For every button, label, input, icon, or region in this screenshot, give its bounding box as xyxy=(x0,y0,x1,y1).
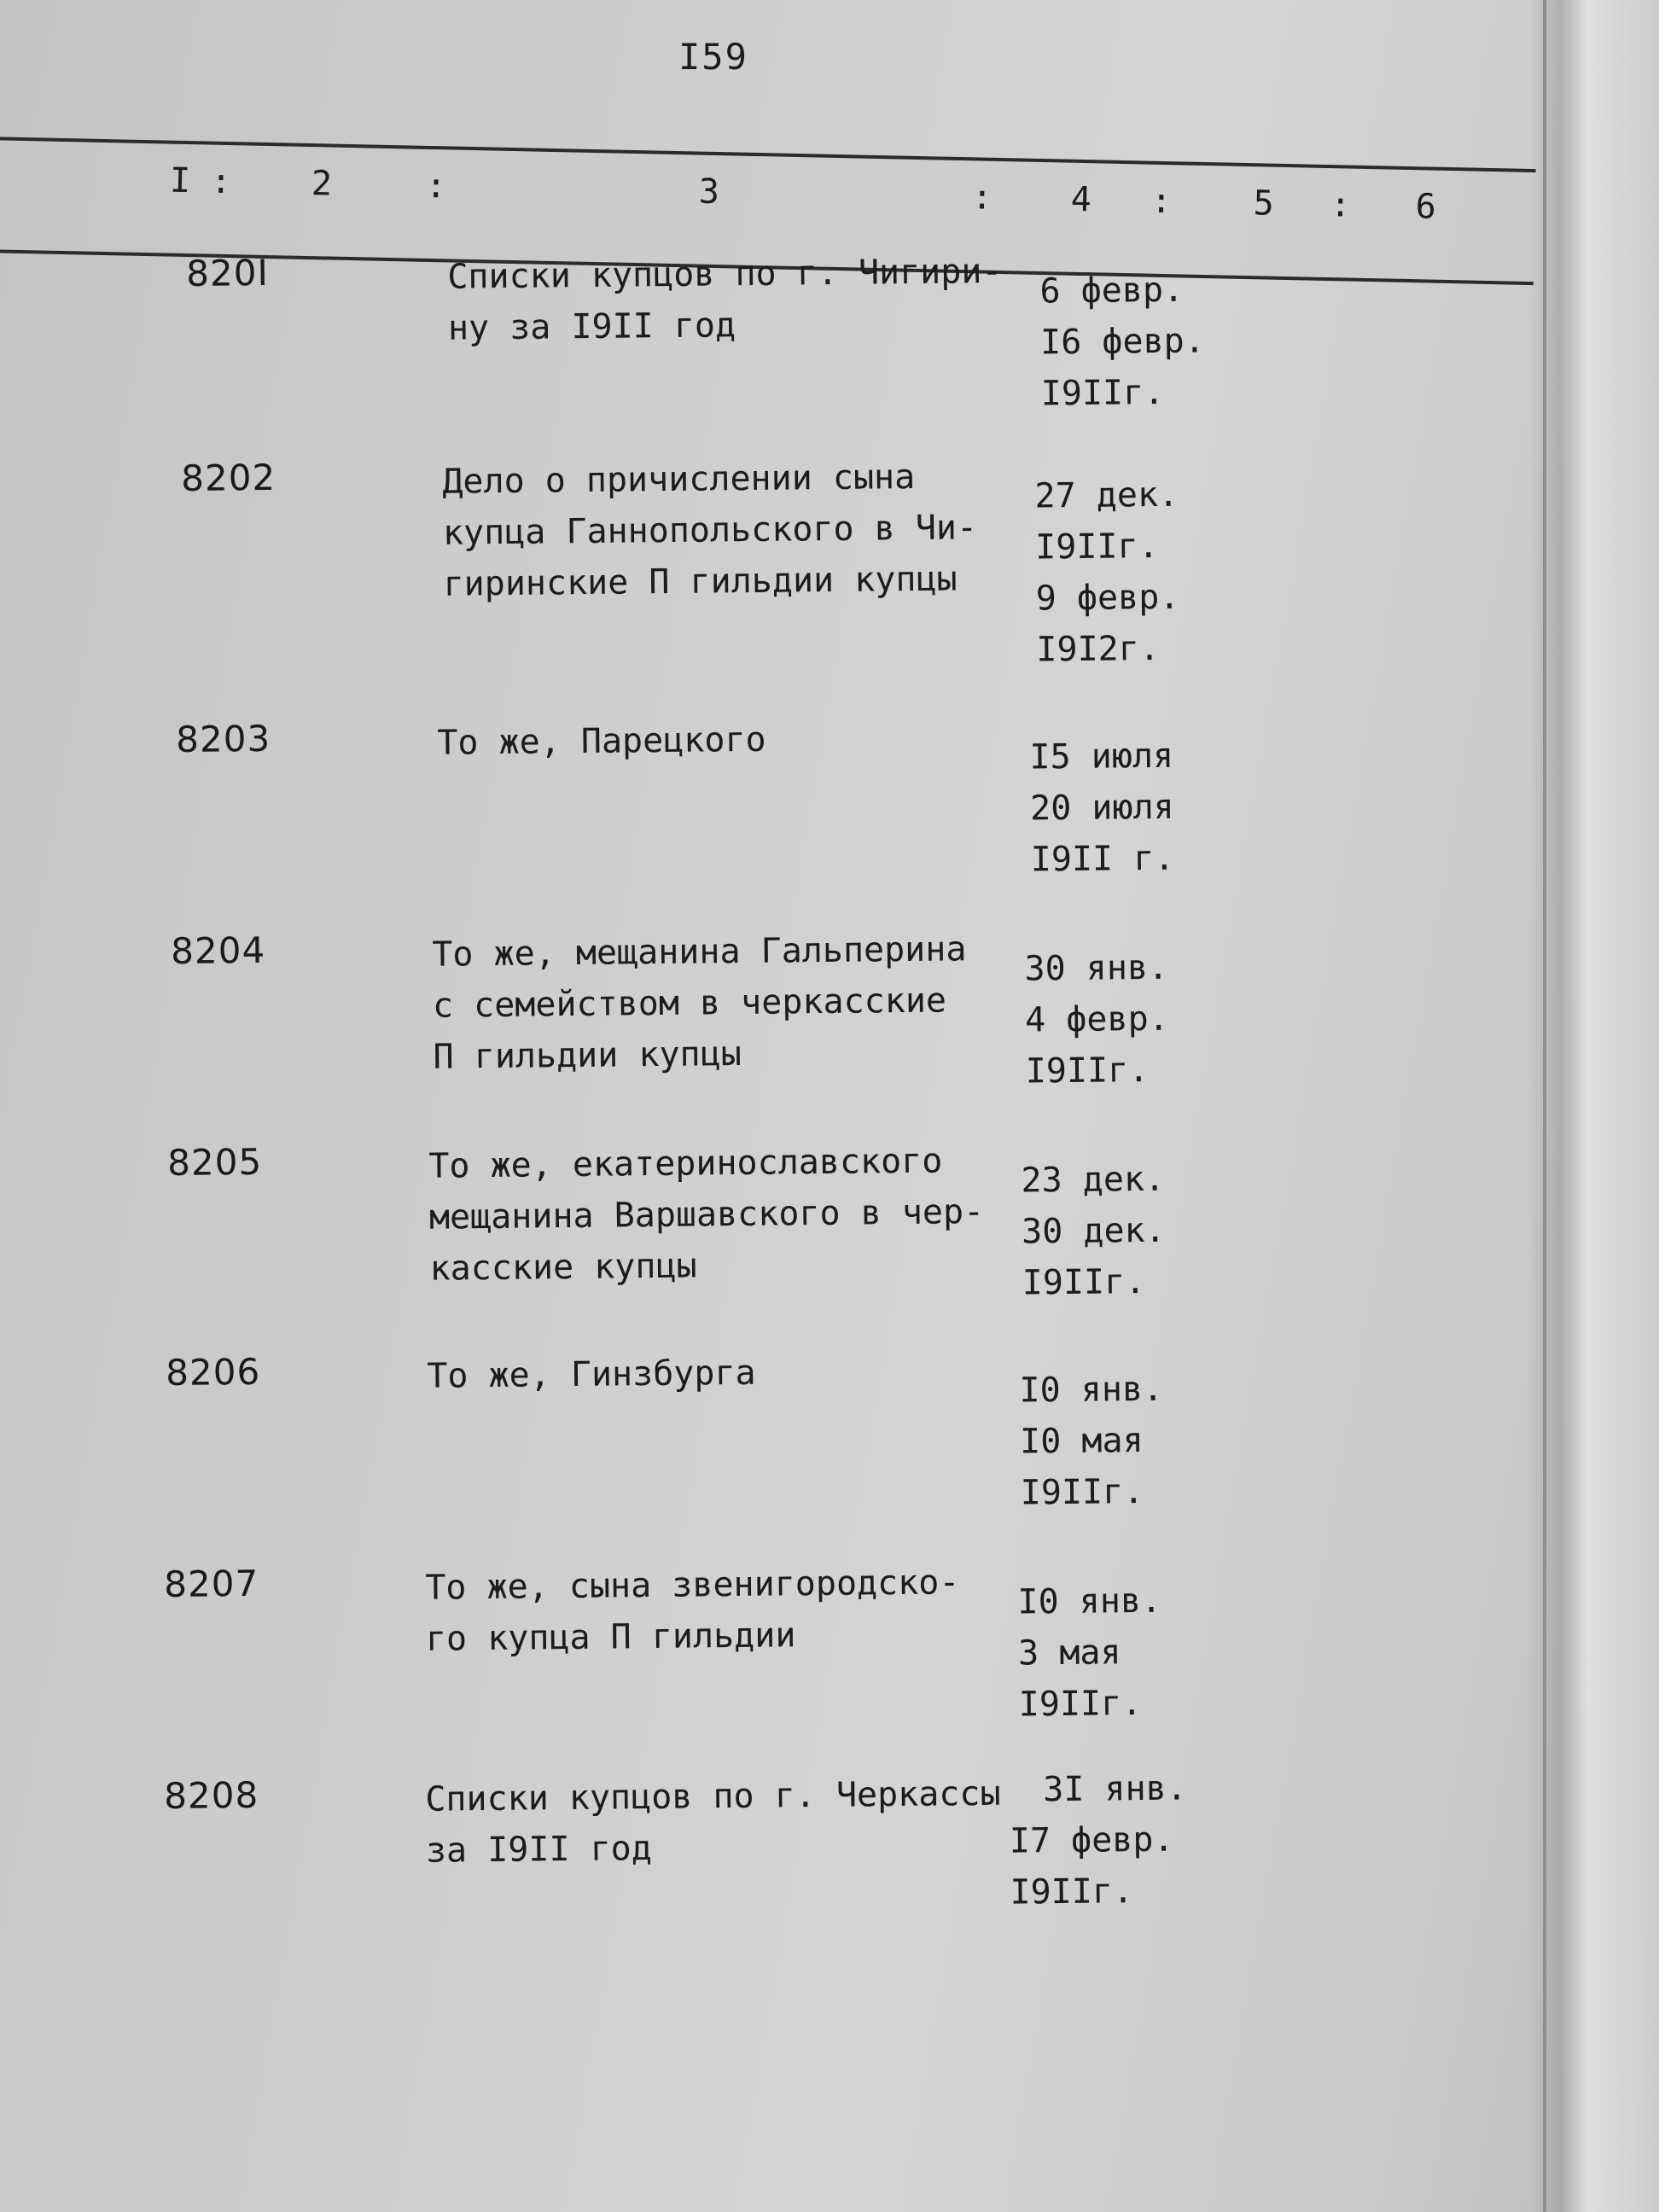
table-row xyxy=(167,1131,1237,1364)
date-line: I0 янв. xyxy=(1019,1369,1164,1411)
date-line: I0 янв. xyxy=(1017,1580,1162,1622)
entry-id: 8202 xyxy=(181,456,276,499)
column-separator: : xyxy=(1150,181,1173,222)
date-line: I9IIг. xyxy=(1018,1684,1143,1725)
description-line: Списки купцов по г. Черкассы xyxy=(425,1773,1001,1819)
entry-dates xyxy=(1034,469,1180,676)
date-line: 3 мая xyxy=(1017,1633,1121,1674)
date-line: 20 июля xyxy=(1029,787,1174,829)
date-line: 9 февр. xyxy=(1035,577,1180,619)
description-line: То же, Парецкого xyxy=(437,719,766,763)
date-line: I6 февр. xyxy=(1039,321,1206,363)
date-line: I9II г. xyxy=(1030,838,1175,880)
entry-dates xyxy=(1009,1762,1188,1918)
entry-description xyxy=(437,712,1027,769)
date-line: I9IIг. xyxy=(1022,1262,1146,1303)
entry-id: 8205 xyxy=(167,1140,263,1184)
column-separator: : xyxy=(425,166,447,207)
entry-description xyxy=(442,451,1033,610)
entry-dates xyxy=(1017,1575,1162,1731)
entry-description xyxy=(447,246,1037,354)
date-line: 4 февр. xyxy=(1024,998,1169,1040)
description-line: То же, екатеринославского xyxy=(428,1141,943,1186)
date-line: 30 янв. xyxy=(1024,947,1169,989)
entry-description xyxy=(425,1767,1040,1877)
entry-dates xyxy=(1029,731,1174,886)
entry-id: 8203 xyxy=(176,717,271,760)
description-line: Дело о причислении сына xyxy=(442,457,916,502)
date-line: I9IIг. xyxy=(1040,373,1165,414)
table-row xyxy=(186,242,1255,474)
column-header-1: I xyxy=(169,160,191,201)
entry-description xyxy=(427,1345,1016,1402)
column-separator: : xyxy=(971,178,993,218)
column-header-5: 5 xyxy=(1253,183,1275,224)
entry-description xyxy=(425,1557,1015,1665)
date-line: I9IIг. xyxy=(1025,1051,1150,1091)
date-line: 6 февр. xyxy=(1039,270,1185,311)
table-row xyxy=(164,1764,1233,1997)
entry-id: 8207 xyxy=(164,1562,259,1605)
date-line: 30 дек. xyxy=(1021,1210,1166,1252)
page-edge-shadow xyxy=(1528,0,1659,2212)
description-line: ну за I9II год xyxy=(447,306,736,348)
column-header-3: 3 xyxy=(698,172,720,212)
date-line: I9IIг. xyxy=(1034,527,1159,568)
column-header-2: 2 xyxy=(311,164,333,204)
column-separator: : xyxy=(210,161,232,202)
date-line: I9IIг. xyxy=(1020,1472,1144,1513)
column-header-6: 6 xyxy=(1415,187,1437,227)
date-line: I0 мая xyxy=(1019,1421,1144,1462)
entry-description xyxy=(432,923,1022,1083)
entry-id: 8208 xyxy=(164,1773,259,1817)
date-line: I7 февр. xyxy=(1009,1819,1174,1861)
table-row xyxy=(164,1552,1233,1785)
entry-dates xyxy=(1019,1364,1164,1519)
date-line: I5 июля xyxy=(1029,736,1174,777)
description-line: за I9II год xyxy=(425,1829,653,1871)
date-line: 3I янв. xyxy=(1042,1768,1188,1810)
description-line: То же, мещанина Гальперина xyxy=(432,929,967,975)
date-line: I9I2г. xyxy=(1036,629,1161,670)
table-row xyxy=(176,707,1245,940)
page-edge-line xyxy=(1543,0,1546,2212)
entry-dates xyxy=(1024,942,1169,1097)
description-line: гиринские П гильдии купцы xyxy=(443,559,958,604)
column-separator: : xyxy=(1330,185,1352,225)
description-line: мещанина Варшавского в чер- xyxy=(428,1191,985,1237)
entry-id: 820I xyxy=(186,251,270,294)
description-line: го купца П гильдии xyxy=(425,1615,796,1659)
description-line: касские купцы xyxy=(429,1246,697,1289)
entry-dates xyxy=(1021,1154,1166,1309)
entry-dates xyxy=(1039,265,1206,420)
description-line: купца Ганнопольского в Чи- xyxy=(442,508,978,553)
table-row xyxy=(171,919,1240,1152)
description-line: Списки купцов по г. Чигири- xyxy=(447,251,1003,297)
table-row xyxy=(166,1341,1235,1574)
description-line: П гильдии купцы xyxy=(433,1034,742,1077)
page-number: I59 xyxy=(678,36,748,78)
table-row xyxy=(181,446,1250,679)
date-line: 23 дек. xyxy=(1021,1159,1166,1201)
entry-description xyxy=(428,1135,1019,1295)
entry-id: 8204 xyxy=(171,928,266,972)
description-line: То же, Гинзбурга xyxy=(427,1353,756,1396)
column-header-4: 4 xyxy=(1070,179,1092,220)
date-line: 27 дек. xyxy=(1034,474,1179,516)
date-line: I9IIг. xyxy=(1010,1871,1134,1912)
entry-id: 8206 xyxy=(166,1350,261,1394)
description-line: То же, сына звенигородско- xyxy=(425,1563,960,1608)
description-line: с семейством в черкасские xyxy=(432,981,947,1026)
